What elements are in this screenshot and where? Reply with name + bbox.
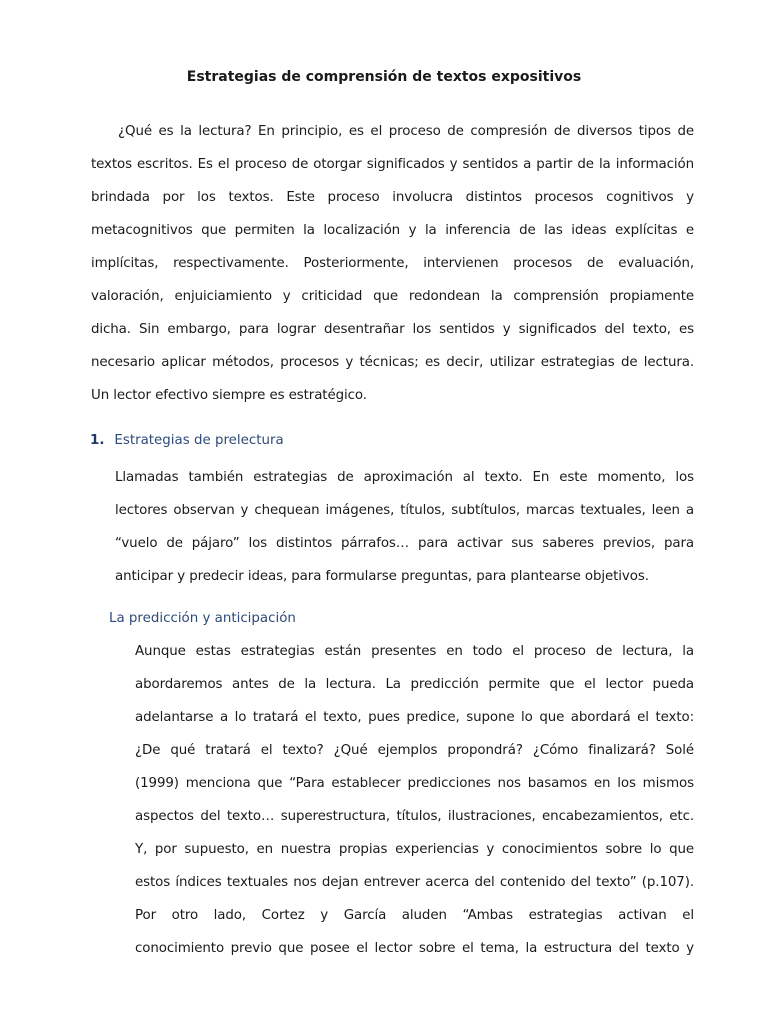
prediccion-paragraph bbox=[135, 635, 694, 965]
text-line: Aunque estas estrategias están presentes en todo el proceso de lectura, la bbox=[135, 644, 694, 659]
text-line: Un lector efectivo siempre es estratégico. bbox=[91, 388, 367, 403]
text-line: ¿Qué es la lectura? En principio, es el proceso de compresión de diversos tipos de bbox=[118, 124, 694, 139]
text-line: Llamadas también estrategias de aproximación al texto. En este momento, los bbox=[115, 470, 694, 485]
section-heading-prelectura bbox=[90, 431, 284, 451]
text-line: aspectos del texto… superestructura, títulos, ilustraciones, encabezamientos, etc. bbox=[135, 809, 694, 824]
text-line: “vuelo de pájaro” los distintos párrafos… para activar sus saberes previos, para bbox=[115, 536, 694, 551]
intro-paragraph bbox=[91, 115, 694, 412]
text-line: abordaremos antes de la lectura. La predicción permite que el lector pueda bbox=[135, 677, 694, 692]
text-line: implícitas, respectivamente. Posteriormente, intervienen procesos de evaluación, bbox=[91, 256, 694, 271]
section-number: 1. bbox=[90, 433, 105, 448]
text-line: ¿De qué tratará el texto? ¿Qué ejemplos propondrá? ¿Cómo finalizará? Solé bbox=[135, 743, 694, 758]
text-line: dicha. Sin embargo, para lograr desentrañar los sentidos y significados del texto, es bbox=[91, 322, 694, 337]
text-line: estos índices textuales nos dejan entrever acerca del contenido del texto” (p.107). bbox=[135, 875, 694, 890]
text-line: brindada por los textos. Este proceso involucra distintos procesos cognitivos y bbox=[91, 190, 694, 205]
text-line: conocimiento previo que posee el lector sobre el tema, la estructura del texto y bbox=[135, 941, 694, 956]
prelectura-paragraph bbox=[115, 461, 694, 593]
text-line: textos escritos. Es el proceso de otorgar significados y sentidos a partir de la información bbox=[91, 157, 694, 172]
section-heading-text: Estrategias de prelectura bbox=[114, 433, 284, 448]
text-line: metacognitivos que permiten la localización y la inferencia de las ideas explícitas e bbox=[91, 223, 694, 238]
text-line: Y, por supuesto, en nuestra propias experiencias y conocimientos sobre lo que bbox=[135, 842, 694, 857]
subsection-heading-prediccion: La predicción y anticipación bbox=[109, 611, 296, 626]
text-line: adelantarse a lo tratará el texto, pues predice, supone lo que abordará el texto: bbox=[135, 710, 694, 725]
text-line: lectores observan y chequean imágenes, títulos, subtítulos, marcas textuales, leen a bbox=[115, 503, 694, 518]
text-line: anticipar y predecir ideas, para formularse preguntas, para plantearse objetivos. bbox=[115, 569, 649, 584]
text-line: necesario aplicar métodos, procesos y técnicas; es decir, utilizar estrategias de lectura. bbox=[91, 355, 694, 370]
document-title: Estrategias de comprensión de textos expositivos bbox=[186, 69, 582, 85]
text-line: valoración, enjuiciamiento y criticidad que redondean la comprensión propiamente bbox=[91, 289, 694, 304]
text-line: Por otro lado, Cortez y García aluden “Ambas estrategias activan el bbox=[135, 908, 694, 923]
text-line: (1999) menciona que “Para establecer predicciones nos basamos en los mismos bbox=[135, 776, 694, 791]
